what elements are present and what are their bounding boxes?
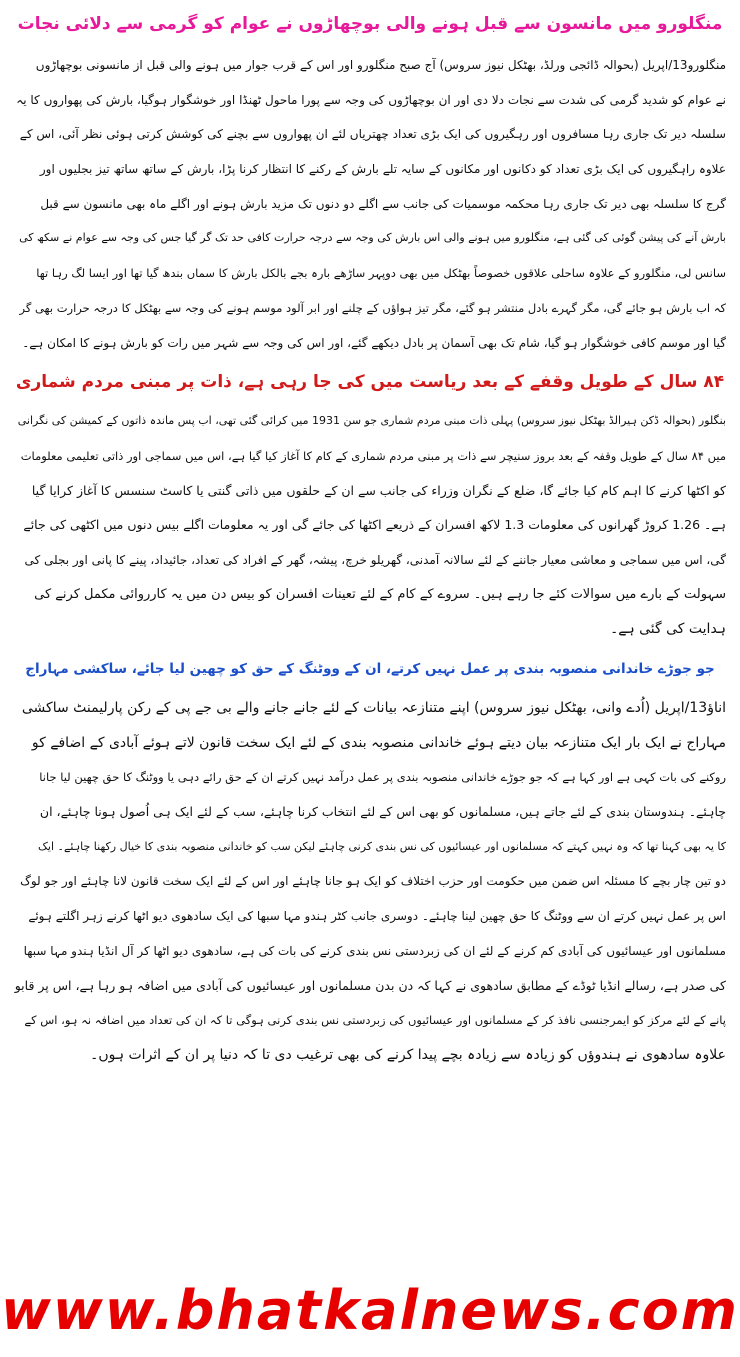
site-watermark: www.bhatkalnews.com [1,1279,739,1342]
article-line: بنگلور (بحوالہ ڈکن ہیرالڈ بھٹکل نیوز سروس) پہلی ذات مبنی مردم شماری جو سن 1931 میں کرائی گئی تھی، اب پس ماندہ ذاتوں کے کمیشن کی نگرانی [17,414,726,428]
article-line: اس پر عمل نہیں کرتے ان سے ووٹنگ کا حق چھین لینا چاہئے۔ دوسری جانب کٹر ہندو مہا سبھا کی ایک سادھوی دیو اٹھا کرنے زہر اگلتے ہوئے [28,909,726,924]
article-line: بارش آنے کی پیشن گوئی کی گئی ہے، منگلورو میں ہونے والی اس بارش کی وجہ سے درجہ حرارت کافی حد تک گر گیا جس کی وجہ سے عوام نے سکھ کی [19,231,726,245]
article-line: ہے۔ 1.26 کروڑ گھرانوں کی معلومات 1.3 لاکھ افسران کے ذریعے اکٹھا کی جائے گی اور یہ معلومات اگلے بیس دنوں میں اکٹھی کی جائے [23,517,726,533]
article-line: ہدایت کی گئی ہے۔ [610,621,726,638]
article-line: علاوہ راہگیروں کی ایک بڑی تعداد کو دکانوں اور مکانوں کے سایہ تلے بارش کے رکنے کا انتظار کرنا پڑا، بارش کے ساتھ ساتھ تیز بجلیوں اور [39,162,726,177]
article-line: پانے کے لئے مرکز کو ایمرجنسی نافذ کر کے مسلمانوں اور عیسائیوں کی زبردستی نس بندی کرنی ہوگی تا کہ ان کی تعداد میں اضافہ نہ ہو، اس کے [24,1013,726,1028]
article-line: سانس لی، منگلورو کے علاوہ ساحلی علاقوں خصوصاً بھٹکل میں بھی دوپہر ساڑھے بارہ بجے بالکل بارش کا سماں بندھ گیا تھا اور ایسا لگ رہا تھا [36,266,726,281]
article-line: اناؤ13/اپریل (اُدے وانی، بھٹکل نیوز سروس) اپنے متنازعہ بیانات کے لئے جانے جانے والے بی جے پی کے رکن پارلیمنٹ ساکشی [21,700,726,716]
article-family-planning-body [14,691,726,1073]
article-line: کو اکٹھا کرنے کا اہم کام کیا جائے گا، ضلع کے نگران وزراء کی جانب سے ان کے حلقوں میں ذاتی گنتی یا کاسٹ سنسس کا آغاز کرایا گیا [31,482,726,498]
article-line: مہاراج نے ایک بار ایک متنازعہ بیان دیتے ہوئے خاندانی منصوبہ بندی کے لئے ایک سخت قانون لاتے ہوئے آبادی کے اضافے کو [31,734,726,751]
headline-monsoon: منگلورو میں مانسون سے قبل ہونے والی بوچھاڑوں نے عوام کو گرمی سے دلائی نجات [17,14,723,34]
article-line: مسلمانوں اور عیسائیوں کی آبادی کم کرنے کے لئے ان کی زبردستی نس بندی کرنے کی بات کی ہے، سادھوی دیو اٹھا کر آل انڈیا ہندو مہا سبھا [23,943,726,958]
headline-caste-census: ۸۴ سال کے طویل وقفے کے بعد ریاست میں کی جا رہی ہے، ذات پر مبنی مردم شماری [15,372,725,393]
article-line: نے عوام کو شدید گرمی کی شدت سے نجات دلا دی اور ان بوچھاڑوں کی وجہ سے پورا ماحول ٹھنڈا اور خوشگوار ہوگیا، بارش کی پھواروں کا یہ [16,92,726,107]
headline-family-planning: جو جوڑے خاندانی منصوبہ بندی پر عمل نہیں کرتے، ان کے ووٹنگ کے حق کو چھین لیا جائے، ساکشی مہاراج [25,661,715,677]
article-line: روکنے کی بات کہی ہے اور کہا ہے کہ جو جوڑے خاندانی منصوبہ بندی پر عمل درآمد نہیں کرتے ان کے حق رائے دہی یا ووٹنگ کا حق چھین لیا جانا [39,770,726,785]
article-line: علاوہ سادھوی نے ہندوؤں کو زیادہ سے زیادہ بچے پیدا کرنے کی بھی ترغیب دی تا کہ دنیا پر ان کے اثرات ہوں۔ [90,1046,726,1063]
article-line: کہ اب بارش ہو جائے گی، مگر گہرے بادل منتشر ہو گئے، مگر تیز ہواؤں کے چلنے اور ابر آلود موسم ہونے کی وجہ سے بھٹکل کا درجہ حرارت بھی گر [19,300,726,315]
article-line: کی صدر ہے، رسالے انڈیا ٹوڈے کے مطابق سادھوی نے کہا کہ دن بدن مسلمانوں اور عیسائیوں کی آبادی میں اضافہ ہو رہا ہے، اس پر قابو [14,977,726,993]
article-line: منگلورو13/اپریل (بحوالہ ڈائجی ورلڈ، بھٹکل نیوز سروس) آج صبح منگلورو اور اس کے قرب جوار میں ہونے والی قبل از مانسونی بوچھاڑوں [35,58,726,72]
article-line: سلسلہ دیر تک جاری رہا مسافروں اور رہگیروں کی ایک بڑی تعداد چھتریاں لئے ان پھواروں سے بچنے کی کوشش کرتی ہوئی نظر آئی، اس کے [19,127,726,142]
article-caste-census-body [14,404,726,647]
article-line: گیا اور موسم کافی خوشگوار ہو گیا، شام تک بھی آسمان پر بادل دیکھے گئے، اور اس کی وجہ سے شہر میں رات کو بارش ہونے کا امکان ہے۔ [22,335,726,350]
article-line: گرج کا سلسلہ بھی دیر تک جاری رہا محکمہ موسمیات کی جانب سے اگلے دو دنوں تک مزید بارش ہونے اور اگلے ماہ بھی مانسون سے قبل [40,196,726,211]
article-line: سہولت کے بارے میں سوالات کئے جا رہے ہیں۔ سروے کے کام کے لئے تعینات افسران کو بیس دن میں یہ کارروائی مکمل کرنے کی [34,586,726,602]
article-line: گی، اس میں سماجی و معاشی معیار جاننے کے لئے سالانہ آمدنی، گھریلو خرچ، پیشہ، گھر کے افراد کی تعداد، جائیداد، پینے کا پانی اور بجلی کی [24,552,726,567]
article-monsoon-body [14,48,726,360]
article-line: کا یہ بھی کہنا تھا کہ وہ نہیں کہتے کہ مسلمانوں اور عیسائیوں کی نس بندی کرنی چاہئے لیکن سب کو خاندانی منصوبہ بندی کا خیال رکھنا چاہئے۔ ایک [38,839,726,853]
article-line: دو تین چار بچے کا مسئلہ اس ضمن میں حکومت اور حزب اختلاف کو ایک ہو جانا چاہئے اور اس کے لئے ایک سخت قانون لانا چاہئے اور جو لوگ [20,874,726,889]
article-line: چاہئے۔ ہندوستان بندی کے لئے جاتے ہیں، مسلمانوں کو بھی اس کے لئے انتخاب کرنا چاہئے، سب کے لئے ایک ہی اُصول ہونا چاہئے، ان [39,804,726,820]
article-line: میں ۸۴ سال کے طویل وقفہ کے بعد بروز سنیچر سے ذات پر مبنی مردم شماری کے کام کا آغاز کیا گیا ہے، اس میں سماجی اور ذاتی تعلیمی معلومات [20,448,726,463]
